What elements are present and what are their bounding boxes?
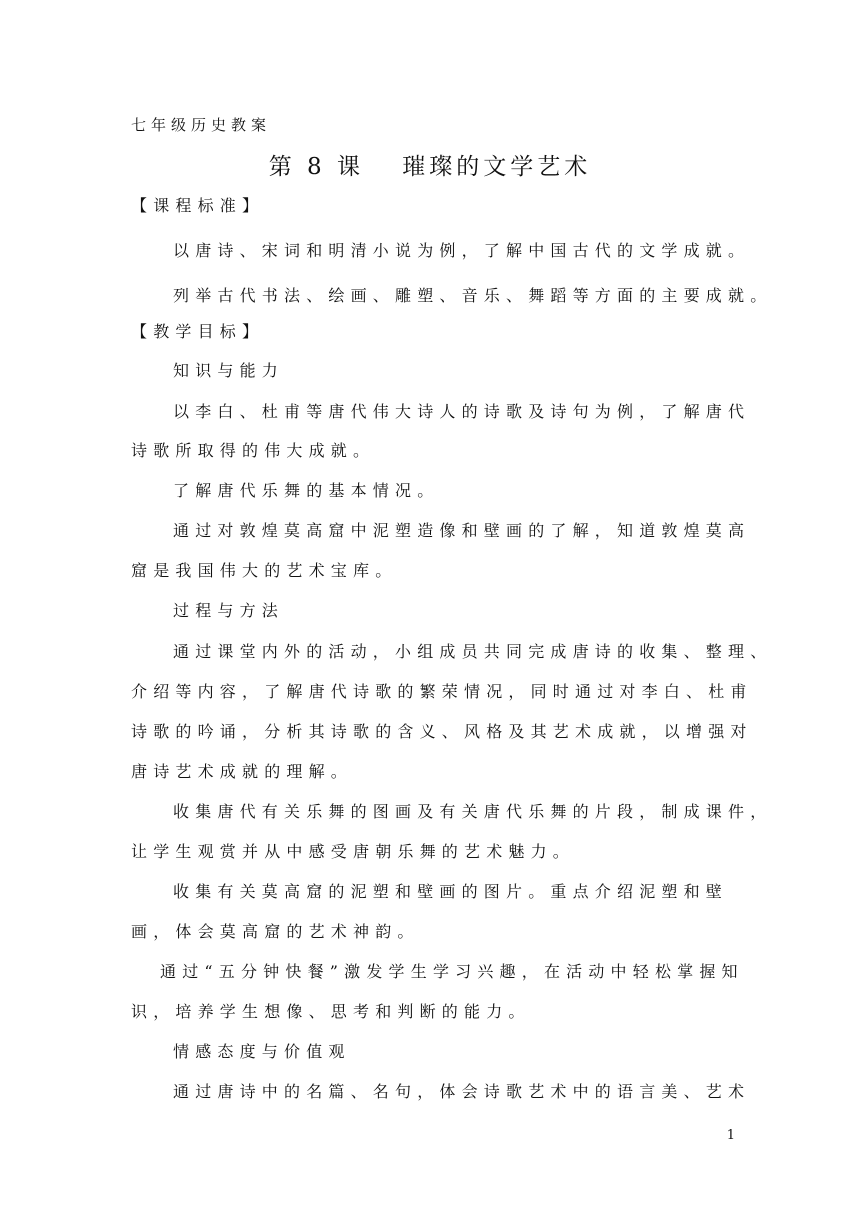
section-heading-curriculum-standard: 【课程标准】 (131, 196, 265, 215)
lesson-title: 第 8 课 璀璨的文学艺术 (268, 154, 592, 180)
paragraph-line: 通过对敦煌莫高窟中泥塑造像和壁画的了解，知道敦煌莫高 (173, 521, 751, 540)
subheading-emotion-values: 情感态度与价值观 (173, 1042, 351, 1061)
paragraph-line: 识，培养学生想像、思考和判断的能力。 (131, 1002, 531, 1021)
paragraph-line: 列举古代书法、绘画、雕塑、音乐、舞蹈等方面的主要成就。 (173, 286, 773, 305)
document-header: 七年级历史教案 (131, 116, 272, 134)
paragraph-line: 让学生观赏并从中感受唐朝乐舞的艺术魅力。 (131, 842, 576, 861)
paragraph-line: 画，体会莫高窟的艺术神韵。 (131, 922, 420, 941)
paragraph-line: 了解唐代乐舞的基本情况。 (173, 481, 440, 500)
paragraph-line: 诗歌的吟诵，分析其诗歌的含义、风格及其艺术成就，以增强对 (131, 722, 753, 741)
paragraph-line: 通过唐诗中的名篇、名句，体会诗歌艺术中的语言美、艺术 (173, 1082, 751, 1101)
subheading-knowledge-ability: 知识与能力 (173, 361, 285, 380)
paragraph-line: 窟是我国伟大的艺术宝库。 (131, 561, 398, 580)
paragraph-line: 收集有关莫高窟的泥塑和壁画的图片。重点介绍泥塑和壁 (173, 882, 729, 901)
paragraph-line: 以唐诗、宋词和明清小说为例，了解中国古代的文学成就。 (173, 241, 751, 260)
paragraph-line: 唐诗艺术成就的理解。 (131, 762, 354, 781)
paragraph-line: 以李白、杜甫等唐代伟大诗人的诗歌及诗句为例，了解唐代 (173, 402, 751, 421)
paragraph-line: 诗歌所取得的伟大成就。 (131, 441, 376, 460)
paragraph-line: 通过课堂内外的活动，小组成员共同完成唐诗的收集、整理、 (173, 642, 773, 661)
paragraph-line: 通过“五分钟快餐”激发学生学习兴趣，在活动中轻松掌握知 (160, 962, 744, 981)
subheading-process-method: 过程与方法 (173, 601, 285, 620)
paragraph-line: 介绍等内容，了解唐代诗歌的繁荣情况，同时通过对李白、杜甫 (131, 682, 753, 701)
page-number: 1 (726, 1128, 735, 1143)
paragraph-line: 收集唐代有关乐舞的图画及有关唐代乐舞的片段，制成课件， (173, 802, 773, 821)
section-heading-teaching-goals: 【教学目标】 (131, 322, 265, 341)
